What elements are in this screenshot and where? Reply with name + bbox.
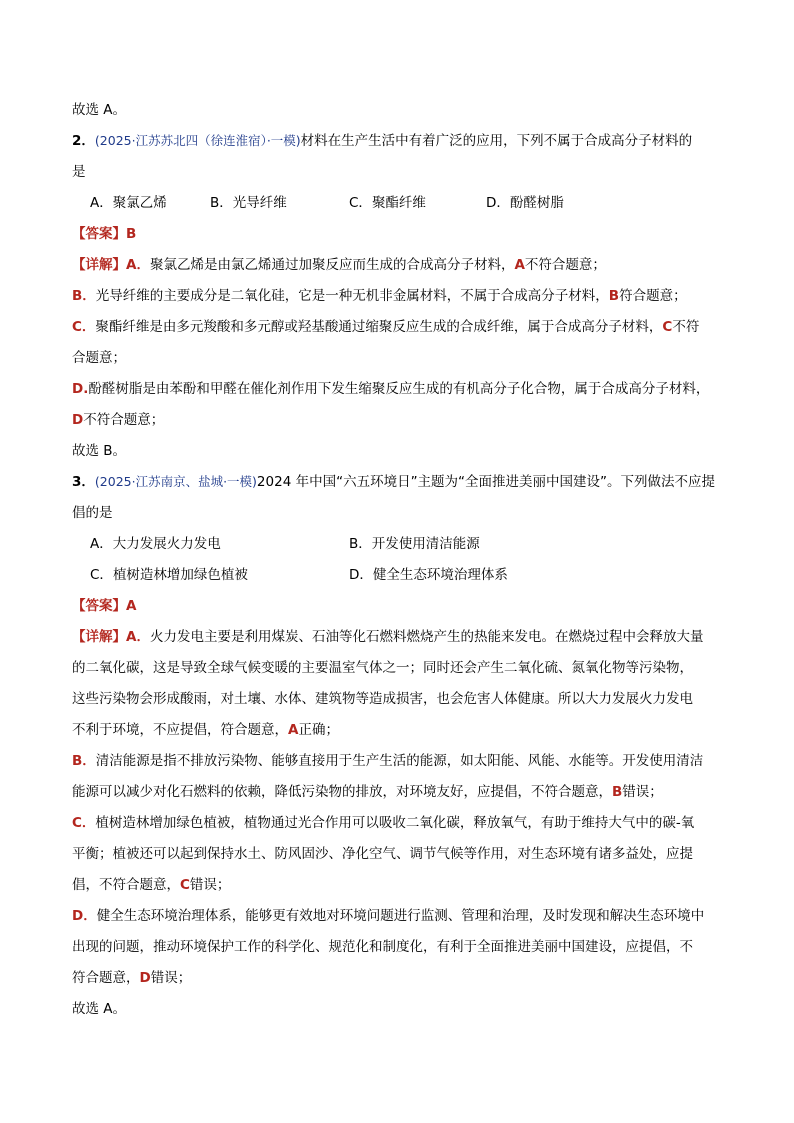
- option-text: 聚氯乙烯: [112, 195, 167, 211]
- answer-tag: 【答案】: [72, 598, 126, 614]
- explain-lead: C．: [72, 319, 96, 335]
- explain-key: B: [608, 288, 620, 304]
- explain-text: 这些污染物会形成酸雨，对土壤、水体、建筑物等造成损害，也会危害人体健康。所以大力发展火力发电: [72, 691, 693, 707]
- explain-text: 清洁能源是指不排放污染物、能够直接用于生产生活的能源，如太阳能、风能、水能等。开发使用清洁: [95, 753, 704, 769]
- q2-conclusion: 故选 B。: [72, 443, 127, 459]
- explain-lead: B．: [72, 288, 96, 304]
- q3-conclusion: 故选 A。: [72, 1001, 127, 1017]
- q2-stem-line2: 是: [72, 164, 86, 180]
- answer-value: A: [126, 598, 137, 614]
- q2-stem-text: 材料在生产生活中有着广泛的应用，下列不属于合成高分子材料的: [300, 133, 693, 149]
- q3-options-row2: [72, 565, 732, 585]
- explain-text: 聚氯乙烯是由氯乙烯通过加聚反应而生成的合成高分子材料，: [149, 257, 515, 273]
- option-text: 植树造林增加绿色植被: [112, 567, 248, 583]
- explain-text: 不利于环境，不应提倡，符合题意，: [72, 722, 288, 738]
- q3-explain-line: [72, 658, 732, 678]
- explain-lead: B．: [72, 753, 96, 769]
- explain-lead: D.: [72, 381, 89, 397]
- q3-explain-line: [72, 937, 732, 957]
- q3-options-row1: [72, 534, 732, 554]
- explain-lead: A．: [126, 629, 150, 645]
- option-label: B．: [210, 195, 233, 211]
- option-label: A．: [90, 536, 113, 552]
- q3-explain-line: [72, 751, 732, 771]
- option-label: D．: [486, 195, 510, 211]
- q2-explain-line: [72, 348, 732, 368]
- explain-text: 倡，不符合题意，: [72, 877, 180, 893]
- explain-lead: D．: [72, 908, 97, 924]
- q2-explain-line: [72, 255, 732, 275]
- explain-tail: 错误；: [189, 877, 231, 893]
- q2-option-b: [210, 193, 287, 213]
- q2-option-a: [90, 193, 167, 213]
- option-text: 光导纤维: [232, 195, 287, 211]
- explain-tag: 【详解】: [72, 257, 126, 273]
- explain-lead: C．: [72, 815, 96, 831]
- q3-explain-line: [72, 875, 732, 895]
- q2-option-d: [486, 193, 564, 213]
- q3-stem-line1: [72, 472, 732, 492]
- q2-source: (2025·江苏苏北四（徐连淮宿）·一模): [94, 133, 301, 148]
- option-text: 开发使用清洁能源: [371, 536, 480, 552]
- option-label: C．: [90, 567, 113, 583]
- q3-source: (2025·江苏南京、盐城·一模): [94, 474, 257, 489]
- q3-explain-line: [72, 844, 732, 864]
- explain-key: D: [139, 970, 151, 986]
- q2-stem-line1: [72, 131, 732, 151]
- q2-option-c: [349, 193, 426, 213]
- explain-key: D: [72, 412, 84, 428]
- q3-explain-line: [72, 906, 732, 926]
- explain-lead: A．: [126, 257, 150, 273]
- explain-text: 能源可以减少对化石燃料的依赖，降低污染物的排放，对环境友好，应提倡，不符合题意，: [72, 784, 612, 800]
- q1-conclusion: 故选 A。: [72, 102, 127, 118]
- option-text: 聚酯纤维: [371, 195, 426, 211]
- explain-text: 光导纤维的主要成分是二氧化硅，它是一种无机非金属材料，不属于合成高分子材料，: [95, 288, 609, 304]
- explain-tail: 符合题意；: [619, 288, 687, 304]
- option-text: 健全生态环境治理体系: [372, 567, 508, 583]
- q3-option-c: [90, 565, 248, 585]
- explain-key: C: [662, 319, 673, 335]
- q2-number: 2．: [72, 133, 95, 149]
- explain-tail: 不符: [672, 319, 700, 335]
- q3-option-a: [90, 534, 221, 554]
- q2-explain-line: [72, 410, 732, 430]
- option-text: 酚醛树脂: [509, 195, 564, 211]
- q3-explain-line: [72, 782, 732, 802]
- explain-tail: 错误；: [622, 784, 663, 800]
- option-label: D．: [349, 567, 373, 583]
- q3-option-d: [349, 565, 508, 585]
- q3-explain-line: [72, 720, 732, 740]
- explain-tail: 不符合题意；: [83, 412, 165, 428]
- q3-number: 3．: [72, 474, 95, 490]
- q2-answer: [72, 224, 732, 244]
- q3-explain-line: [72, 627, 732, 647]
- q2-explain-line: [72, 317, 732, 337]
- q2-options: [72, 193, 732, 213]
- option-text: 大力发展火力发电: [112, 536, 221, 552]
- explain-text: 出现的问题，推动环境保护工作的科学化、规范化和制度化，有利于全面推进美丽中国建设，应提倡，不: [72, 939, 693, 955]
- q3-stem-line2: 倡的是: [72, 505, 113, 521]
- explain-text: 符合题意，: [72, 970, 140, 986]
- q2-explain-line: [72, 286, 732, 306]
- explain-tail: 不符合题意；: [524, 257, 606, 273]
- q3-stem-text: 2024 年中国“六五环境日”主题为“全面推进美丽中国建设”。下列做法不应提: [256, 474, 716, 490]
- explain-text: 火力发电主要是利用煤炭、石油等化石燃料燃烧产生的热能来发电。在燃烧过程中会释放大量: [149, 629, 704, 645]
- q2-explain-line: [72, 379, 732, 399]
- explain-tail: 正确；: [298, 722, 339, 738]
- option-label: A．: [90, 195, 113, 211]
- explain-text: 植树造林增加绿色植被，植物通过光合作用可以吸收二氧化碳，释放氧气，有助于维持大气中的碳-氧: [95, 815, 695, 831]
- explain-tail: 错误；: [150, 970, 192, 986]
- explain-key: A: [288, 722, 299, 738]
- explain-text: 的二氧化碳，这是导致全球气候变暖的主要温室气体之一；同时还会产生二氧化硫、氮氧化物等污染物，: [72, 660, 693, 676]
- q3-answer: [72, 596, 732, 616]
- q3-explain-line: [72, 689, 732, 709]
- explain-key: B: [612, 784, 623, 800]
- explain-key: C: [180, 877, 190, 893]
- explain-key: A: [514, 257, 525, 273]
- q3-explain-line: [72, 813, 732, 833]
- q3-option-b: [349, 534, 480, 554]
- document-page: [72, 100, 732, 1030]
- explain-text: 健全生态环境治理体系，能够更有效地对环境问题进行监测、管理和治理，及时发现和解决生态环境中: [96, 908, 705, 924]
- explain-text: 酚醛树脂是由苯酚和甲醛在催化剂作用下发生缩聚反应生成的有机高分子化合物，属于合成高分子材料，: [88, 381, 710, 397]
- explain-text: 聚酯纤维是由多元羧酸和多元醇或羟基酸通过缩聚反应生成的合成纤维，属于合成高分子材料，: [95, 319, 663, 335]
- explain-tag: 【详解】: [72, 629, 126, 645]
- explain-text: 平衡；植被还可以起到保持水土、防风固沙、净化空气、调节气候等作用，对生态环境有诸多益处，应提: [72, 846, 693, 862]
- answer-tag: 【答案】: [72, 226, 126, 242]
- explain-text: 合题意；: [72, 350, 126, 366]
- option-label: B．: [349, 536, 372, 552]
- option-label: C．: [349, 195, 372, 211]
- q3-explain-line: [72, 968, 732, 988]
- answer-value: B: [126, 226, 137, 242]
